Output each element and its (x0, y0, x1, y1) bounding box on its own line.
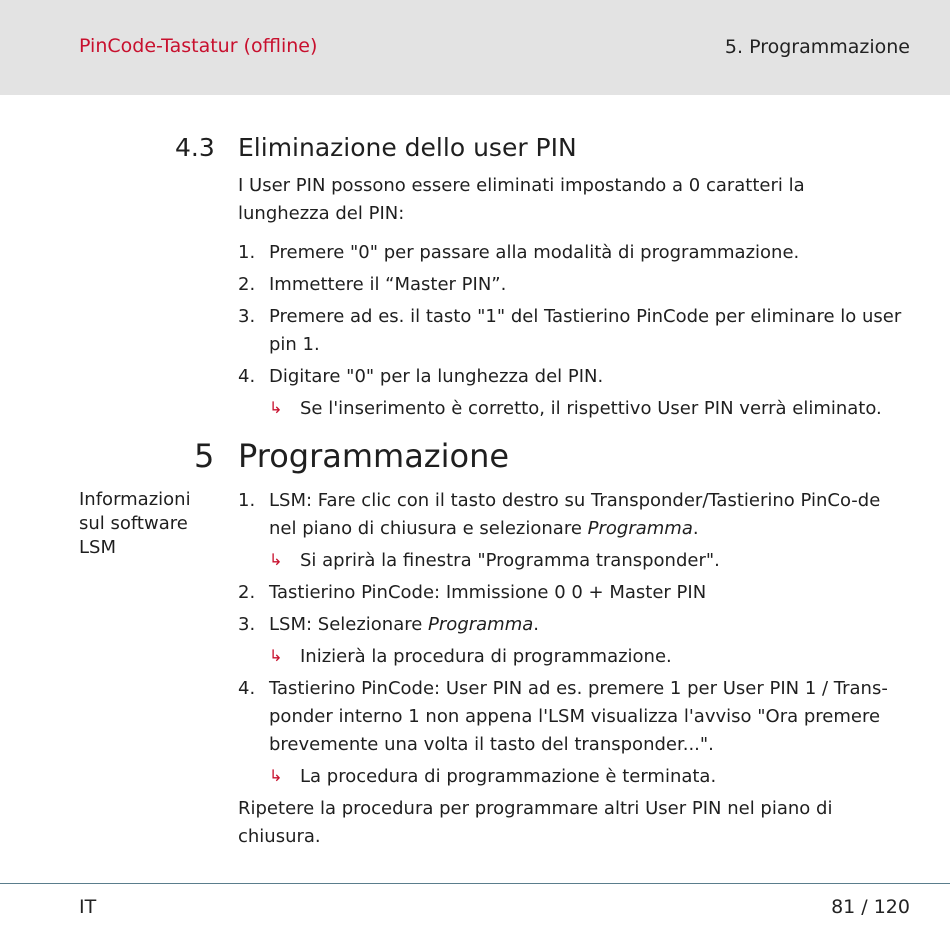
step-number: 4. (238, 678, 256, 699)
footer-divider (0, 883, 950, 884)
step-emphasis: Programma (428, 614, 534, 635)
result-arrow-icon: ↳ (269, 646, 283, 665)
list-item (238, 611, 910, 639)
chapter-outro: Ripetere la procedura per programmare altri User PIN nel piano di chiusura. (238, 798, 833, 847)
header-chapter-title: 5. Programmazione (724, 36, 910, 58)
step-text: LSM: Fare clic con il tasto destro su Transponder/Tastierino PinCo-de nel piano di chiusura e selezionare (269, 490, 881, 539)
programming-steps-list (238, 487, 910, 791)
list-item (238, 303, 909, 359)
step-number: 2. (238, 582, 256, 603)
margin-note: Informazioni sul software LSM (79, 489, 191, 558)
step-text: Premere "0" per passare alla modalità di programmazione. (269, 242, 800, 263)
step-number: 1. (238, 242, 256, 263)
step-result (238, 395, 918, 423)
list-item (238, 363, 918, 391)
step-number: 3. (238, 306, 256, 327)
step-number: 4. (238, 366, 256, 387)
chapter-title: Programmazione (238, 437, 510, 475)
result-text: Se l'inserimento è corretto, il rispettivo User PIN verrà eliminato. (300, 398, 882, 419)
step-result (238, 643, 910, 671)
list-item (238, 239, 918, 267)
steps-list (238, 239, 918, 423)
step-number: 2. (238, 274, 256, 295)
header-product-title: PinCode-Tastatur (offline) (79, 35, 318, 57)
page-header (0, 0, 950, 95)
step-result (238, 763, 910, 791)
step-text: Premere ad es. il tasto "1" del Tastierino PinCode per eliminare lo user pin 1. (269, 306, 902, 355)
chapter-number: 5 (194, 437, 215, 475)
section-intro: I User PIN possono essere eliminati impostando a 0 caratteri la lunghezza del PIN: (238, 175, 805, 224)
step-text: Digitare "0" per la lunghezza del PIN. (269, 366, 604, 387)
step-text: LSM: Selezionare (269, 614, 429, 635)
result-arrow-icon: ↳ (269, 766, 283, 785)
result-text: Si aprirà la finestra "Programma transponder". (300, 550, 720, 571)
result-text: La procedura di programmazione è terminata. (300, 766, 717, 787)
step-result (238, 547, 910, 575)
result-arrow-icon: ↳ (269, 550, 283, 569)
step-text-end: . (533, 614, 540, 635)
section-title: Eliminazione dello user PIN (238, 133, 577, 162)
step-text-end: . (692, 518, 699, 539)
result-text: Inizierà la procedura di programmazione. (300, 646, 672, 667)
list-item (238, 271, 918, 299)
footer-page-number: 81 / 120 (831, 896, 910, 918)
step-number: 3. (238, 614, 256, 635)
footer-language: IT (79, 896, 97, 918)
section-number: 4.3 (175, 133, 215, 162)
step-number: 1. (238, 490, 256, 511)
step-emphasis: Programma (587, 518, 693, 539)
step-text: Immettere il “Master PIN”. (269, 274, 507, 295)
step-text: Tastierino PinCode: Immissione 0 0 + Master PIN (269, 582, 707, 603)
list-item (238, 487, 910, 543)
list-item (238, 579, 910, 607)
result-arrow-icon: ↳ (269, 398, 283, 417)
list-item (238, 675, 910, 759)
step-text: Tastierino PinCode: User PIN ad es. premere 1 per User PIN 1 / Trans-ponder interno 1 non appena l'LSM visualizza l'avviso "Ora premere brevemente una volta il tasto del transponder...". (269, 678, 888, 755)
